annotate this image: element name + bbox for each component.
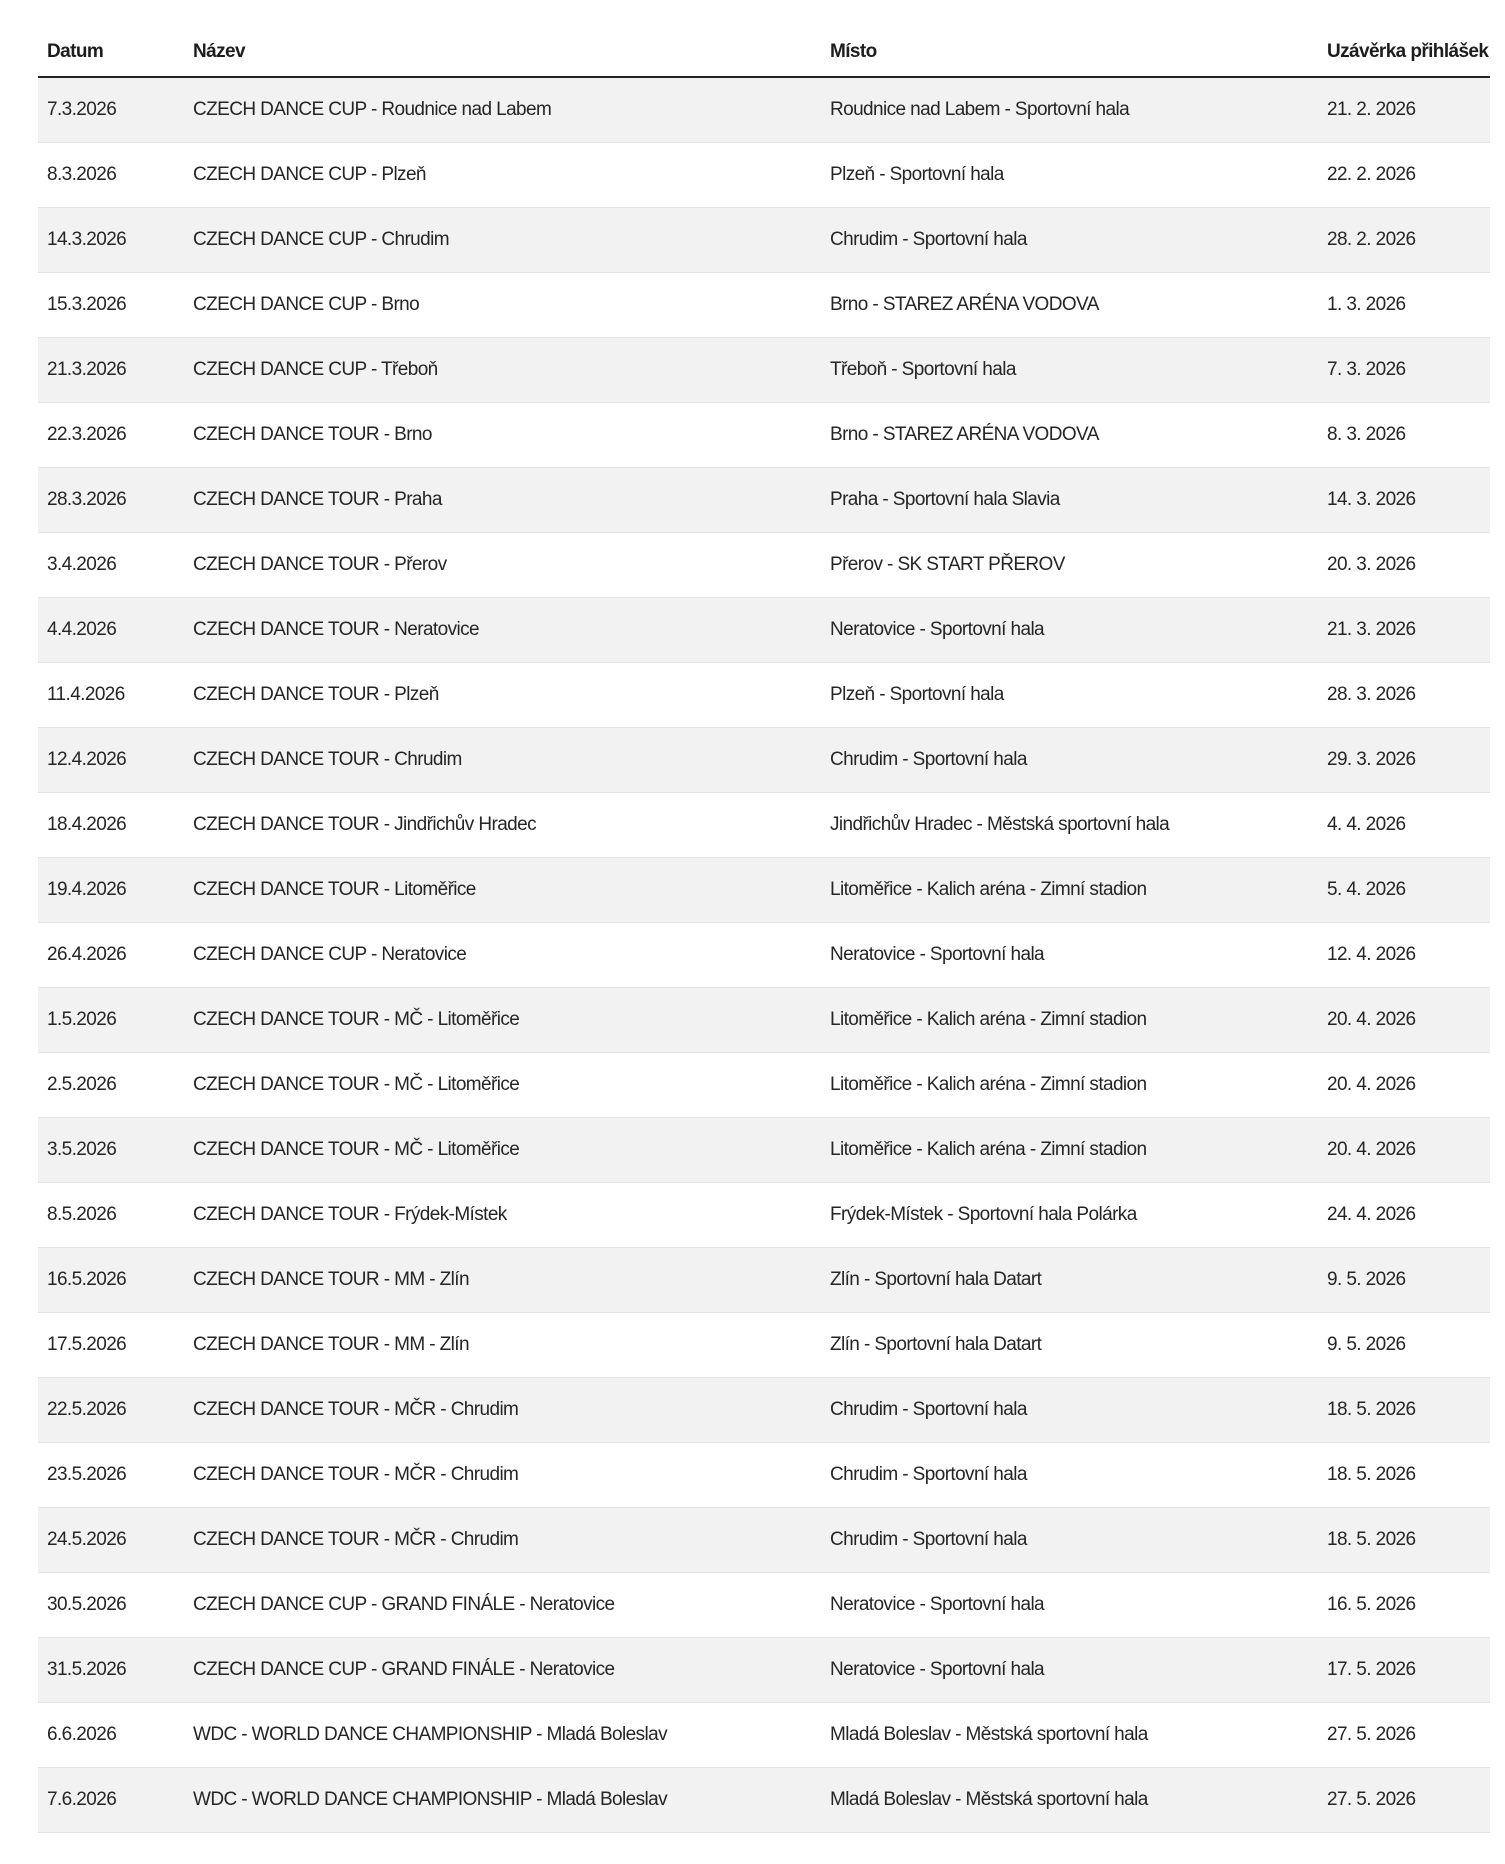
cell-date: 8.3.2026 xyxy=(38,143,184,208)
cell-name: CZECH DANCE CUP - Třeboň xyxy=(184,338,821,403)
cell-deadline: 24. 4. 2026 xyxy=(1318,1183,1490,1248)
cell-place: Frýdek-Místek - Sportovní hala Polárka xyxy=(821,1183,1318,1248)
cell-name: CZECH DANCE CUP - Chrudim xyxy=(184,208,821,273)
cell-place: Zlín - Sportovní hala Datart xyxy=(821,1313,1318,1378)
cell-date: 28.3.2026 xyxy=(38,468,184,533)
competition-table-container xyxy=(38,27,1490,1833)
cell-date: 24.5.2026 xyxy=(38,1508,184,1573)
cell-name: CZECH DANCE TOUR - Frýdek-Místek xyxy=(184,1183,821,1248)
table-row xyxy=(38,988,1490,1053)
header-deadline: Uzávěrka přihlášek xyxy=(1318,27,1490,77)
cell-date: 3.4.2026 xyxy=(38,533,184,598)
table-row xyxy=(38,598,1490,663)
cell-place: Mladá Boleslav - Městská sportovní hala xyxy=(821,1703,1318,1768)
cell-name: CZECH DANCE TOUR - MČ - Litoměřice xyxy=(184,988,821,1053)
cell-place: Litoměřice - Kalich aréna - Zimní stadion xyxy=(821,1118,1318,1183)
cell-date: 7.6.2026 xyxy=(38,1768,184,1833)
cell-date: 21.3.2026 xyxy=(38,338,184,403)
table-row xyxy=(38,403,1490,468)
cell-deadline: 21. 2. 2026 xyxy=(1318,77,1490,143)
cell-deadline: 4. 4. 2026 xyxy=(1318,793,1490,858)
table-row xyxy=(38,1703,1490,1768)
table-row xyxy=(38,273,1490,338)
cell-date: 7.3.2026 xyxy=(38,77,184,143)
table-header xyxy=(38,27,1490,77)
table-row xyxy=(38,1573,1490,1638)
table-row xyxy=(38,143,1490,208)
cell-place: Plzeň - Sportovní hala xyxy=(821,143,1318,208)
cell-place: Neratovice - Sportovní hala xyxy=(821,598,1318,663)
cell-deadline: 1. 3. 2026 xyxy=(1318,273,1490,338)
cell-name: CZECH DANCE TOUR - Litoměřice xyxy=(184,858,821,923)
cell-deadline: 29. 3. 2026 xyxy=(1318,728,1490,793)
table-row xyxy=(38,1183,1490,1248)
cell-date: 14.3.2026 xyxy=(38,208,184,273)
header-place: Místo xyxy=(821,27,1318,77)
cell-name: CZECH DANCE TOUR - MM - Zlín xyxy=(184,1313,821,1378)
cell-name: CZECH DANCE TOUR - MČR - Chrudim xyxy=(184,1508,821,1573)
cell-place: Brno - STAREZ ARÉNA VODOVA xyxy=(821,273,1318,338)
header-date: Datum xyxy=(38,27,184,77)
cell-name: WDC - WORLD DANCE CHAMPIONSHIP - Mladá Boleslav xyxy=(184,1768,821,1833)
cell-deadline: 7. 3. 2026 xyxy=(1318,338,1490,403)
cell-deadline: 12. 4. 2026 xyxy=(1318,923,1490,988)
cell-date: 19.4.2026 xyxy=(38,858,184,923)
cell-date: 22.5.2026 xyxy=(38,1378,184,1443)
cell-name: CZECH DANCE TOUR - Neratovice xyxy=(184,598,821,663)
cell-deadline: 14. 3. 2026 xyxy=(1318,468,1490,533)
cell-date: 17.5.2026 xyxy=(38,1313,184,1378)
cell-name: CZECH DANCE TOUR - MM - Zlín xyxy=(184,1248,821,1313)
cell-place: Litoměřice - Kalich aréna - Zimní stadion xyxy=(821,988,1318,1053)
table-row xyxy=(38,1248,1490,1313)
cell-name: CZECH DANCE CUP - Brno xyxy=(184,273,821,338)
cell-place: Plzeň - Sportovní hala xyxy=(821,663,1318,728)
cell-date: 6.6.2026 xyxy=(38,1703,184,1768)
cell-date: 16.5.2026 xyxy=(38,1248,184,1313)
cell-deadline: 20. 4. 2026 xyxy=(1318,988,1490,1053)
cell-date: 26.4.2026 xyxy=(38,923,184,988)
cell-place: Litoměřice - Kalich aréna - Zimní stadion xyxy=(821,1053,1318,1118)
cell-place: Jindřichův Hradec - Městská sportovní hala xyxy=(821,793,1318,858)
table-row xyxy=(38,1768,1490,1833)
cell-name: WDC - WORLD DANCE CHAMPIONSHIP - Mladá Boleslav xyxy=(184,1703,821,1768)
cell-name: CZECH DANCE CUP - GRAND FINÁLE - Neratovice xyxy=(184,1638,821,1703)
cell-place: Chrudim - Sportovní hala xyxy=(821,1378,1318,1443)
cell-place: Chrudim - Sportovní hala xyxy=(821,1508,1318,1573)
cell-date: 22.3.2026 xyxy=(38,403,184,468)
cell-date: 15.3.2026 xyxy=(38,273,184,338)
cell-date: 12.4.2026 xyxy=(38,728,184,793)
cell-date: 8.5.2026 xyxy=(38,1183,184,1248)
table-row xyxy=(38,1378,1490,1443)
cell-place: Roudnice nad Labem - Sportovní hala xyxy=(821,77,1318,143)
table-row xyxy=(38,208,1490,273)
cell-deadline: 18. 5. 2026 xyxy=(1318,1378,1490,1443)
cell-name: CZECH DANCE TOUR - Praha xyxy=(184,468,821,533)
cell-name: CZECH DANCE TOUR - MČ - Litoměřice xyxy=(184,1118,821,1183)
cell-deadline: 9. 5. 2026 xyxy=(1318,1313,1490,1378)
table-body xyxy=(38,77,1490,1833)
cell-name: CZECH DANCE TOUR - Chrudim xyxy=(184,728,821,793)
cell-place: Mladá Boleslav - Městská sportovní hala xyxy=(821,1768,1318,1833)
cell-date: 30.5.2026 xyxy=(38,1573,184,1638)
table-row xyxy=(38,793,1490,858)
cell-place: Neratovice - Sportovní hala xyxy=(821,1573,1318,1638)
table-row xyxy=(38,468,1490,533)
table-row xyxy=(38,858,1490,923)
cell-name: CZECH DANCE CUP - Plzeň xyxy=(184,143,821,208)
cell-deadline: 20. 4. 2026 xyxy=(1318,1118,1490,1183)
cell-place: Neratovice - Sportovní hala xyxy=(821,1638,1318,1703)
table-row xyxy=(38,728,1490,793)
cell-deadline: 28. 2. 2026 xyxy=(1318,208,1490,273)
cell-name: CZECH DANCE TOUR - Brno xyxy=(184,403,821,468)
cell-deadline: 9. 5. 2026 xyxy=(1318,1248,1490,1313)
cell-place: Přerov - SK START PŘEROV xyxy=(821,533,1318,598)
cell-date: 18.4.2026 xyxy=(38,793,184,858)
cell-date: 23.5.2026 xyxy=(38,1443,184,1508)
cell-date: 11.4.2026 xyxy=(38,663,184,728)
cell-date: 4.4.2026 xyxy=(38,598,184,663)
cell-deadline: 8. 3. 2026 xyxy=(1318,403,1490,468)
table-row xyxy=(38,533,1490,598)
cell-place: Třeboň - Sportovní hala xyxy=(821,338,1318,403)
cell-date: 1.5.2026 xyxy=(38,988,184,1053)
header-row xyxy=(38,27,1490,77)
cell-name: CZECH DANCE CUP - Neratovice xyxy=(184,923,821,988)
table-row xyxy=(38,1508,1490,1573)
table-row xyxy=(38,338,1490,403)
header-name: Název xyxy=(184,27,821,77)
cell-deadline: 16. 5. 2026 xyxy=(1318,1573,1490,1638)
cell-place: Praha - Sportovní hala Slavia xyxy=(821,468,1318,533)
cell-date: 3.5.2026 xyxy=(38,1118,184,1183)
cell-place: Brno - STAREZ ARÉNA VODOVA xyxy=(821,403,1318,468)
cell-deadline: 20. 4. 2026 xyxy=(1318,1053,1490,1118)
cell-deadline: 17. 5. 2026 xyxy=(1318,1638,1490,1703)
cell-deadline: 27. 5. 2026 xyxy=(1318,1768,1490,1833)
cell-name: CZECH DANCE CUP - GRAND FINÁLE - Neratovice xyxy=(184,1573,821,1638)
table-row xyxy=(38,1443,1490,1508)
cell-place: Litoměřice - Kalich aréna - Zimní stadion xyxy=(821,858,1318,923)
cell-deadline: 18. 5. 2026 xyxy=(1318,1508,1490,1573)
cell-date: 31.5.2026 xyxy=(38,1638,184,1703)
cell-date: 2.5.2026 xyxy=(38,1053,184,1118)
table-row xyxy=(38,923,1490,988)
cell-deadline: 22. 2. 2026 xyxy=(1318,143,1490,208)
cell-place: Chrudim - Sportovní hala xyxy=(821,208,1318,273)
table-row xyxy=(38,1638,1490,1703)
cell-place: Chrudim - Sportovní hala xyxy=(821,1443,1318,1508)
table-row xyxy=(38,1313,1490,1378)
table-row xyxy=(38,663,1490,728)
cell-name: CZECH DANCE TOUR - Plzeň xyxy=(184,663,821,728)
cell-place: Chrudim - Sportovní hala xyxy=(821,728,1318,793)
cell-name: CZECH DANCE TOUR - Přerov xyxy=(184,533,821,598)
cell-deadline: 28. 3. 2026 xyxy=(1318,663,1490,728)
cell-deadline: 5. 4. 2026 xyxy=(1318,858,1490,923)
table-row xyxy=(38,77,1490,143)
cell-place: Zlín - Sportovní hala Datart xyxy=(821,1248,1318,1313)
table-row xyxy=(38,1118,1490,1183)
cell-deadline: 20. 3. 2026 xyxy=(1318,533,1490,598)
competition-table xyxy=(38,27,1490,1833)
cell-name: CZECH DANCE TOUR - Jindřichův Hradec xyxy=(184,793,821,858)
cell-place: Neratovice - Sportovní hala xyxy=(821,923,1318,988)
cell-name: CZECH DANCE CUP - Roudnice nad Labem xyxy=(184,77,821,143)
cell-name: CZECH DANCE TOUR - MČ - Litoměřice xyxy=(184,1053,821,1118)
cell-deadline: 18. 5. 2026 xyxy=(1318,1443,1490,1508)
cell-deadline: 27. 5. 2026 xyxy=(1318,1703,1490,1768)
table-row xyxy=(38,1053,1490,1118)
cell-name: CZECH DANCE TOUR - MČR - Chrudim xyxy=(184,1443,821,1508)
cell-deadline: 21. 3. 2026 xyxy=(1318,598,1490,663)
cell-name: CZECH DANCE TOUR - MČR - Chrudim xyxy=(184,1378,821,1443)
